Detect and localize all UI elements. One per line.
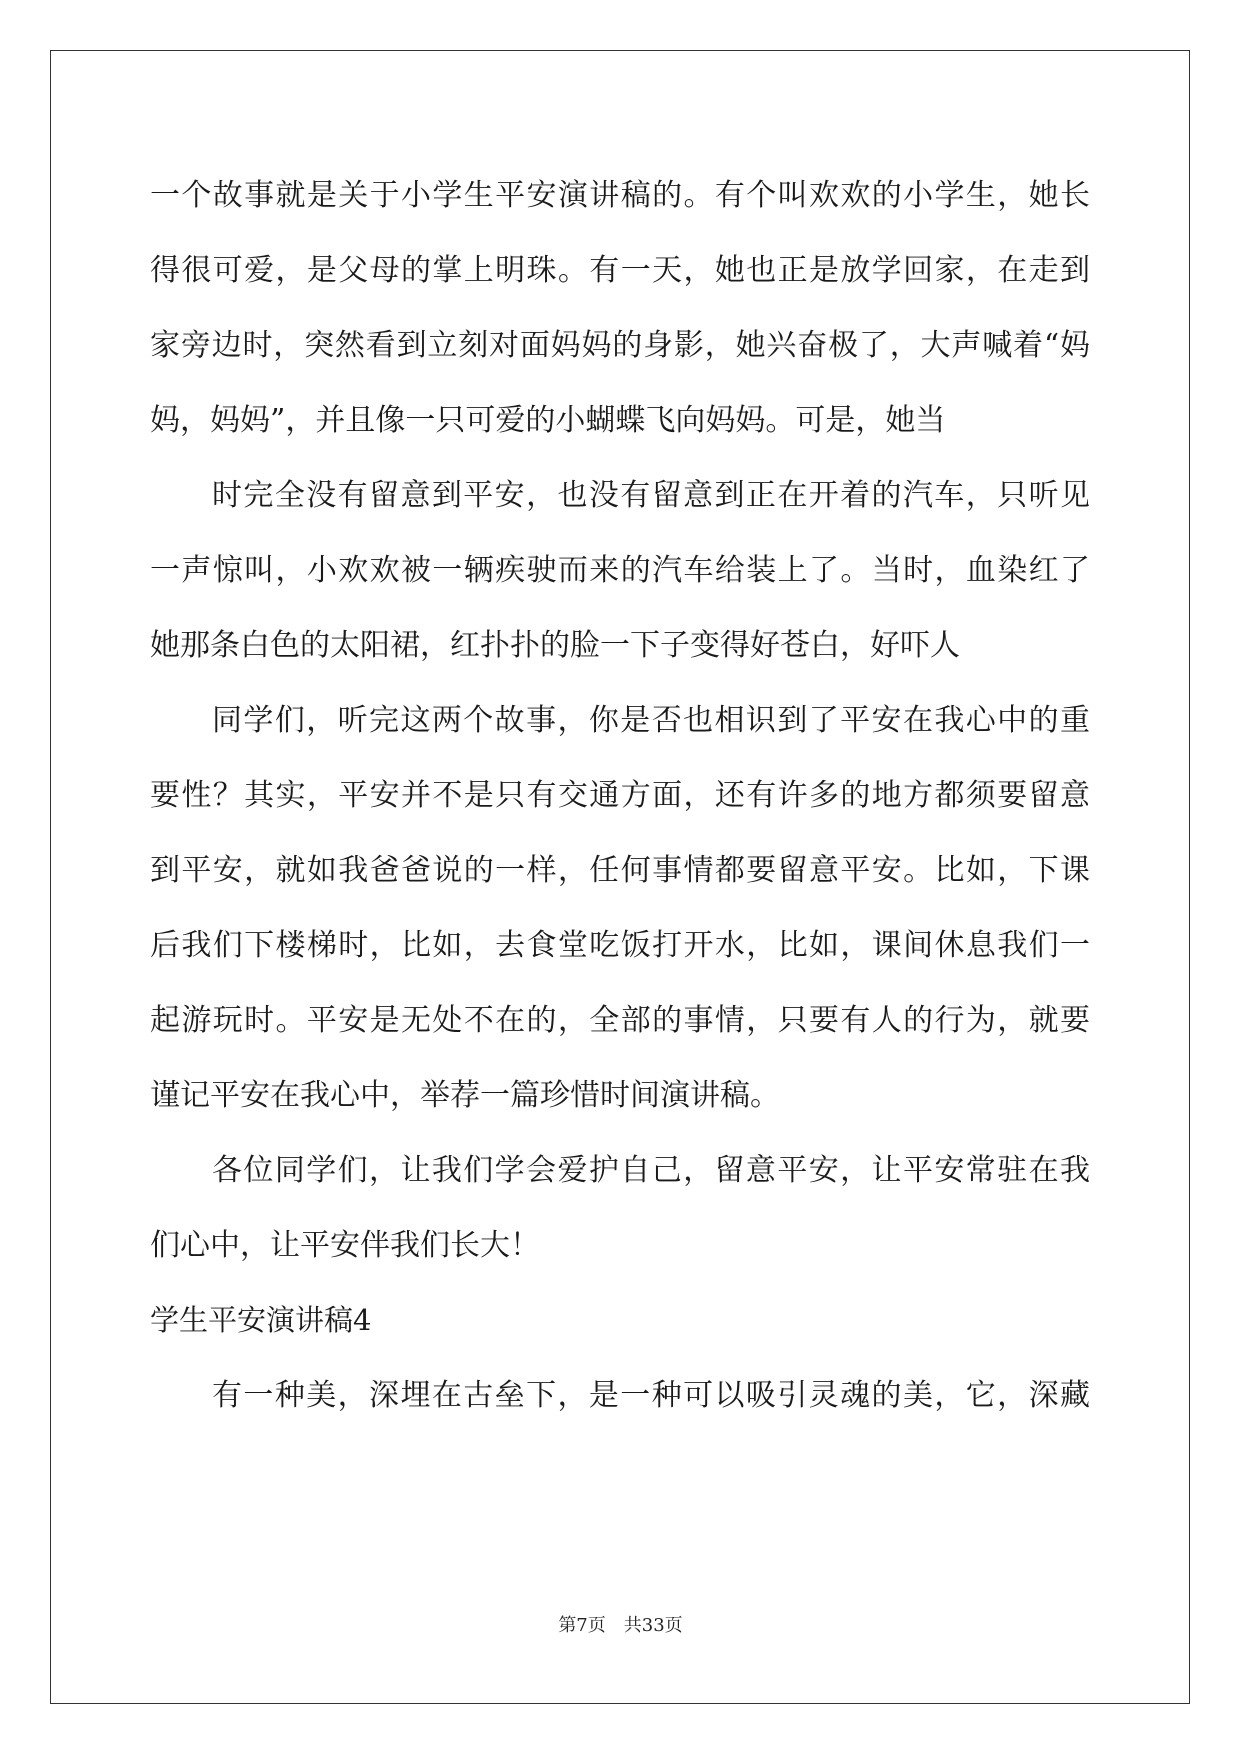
- section-heading: 学生平安演讲稿4: [150, 1303, 372, 1337]
- paragraph-first-line: 时完全没有留意到平安，也没有留意到正在开着的汽车，只听见: [212, 478, 1090, 513]
- text-line: 得很可爱，是父母的掌上明珠。有一天，她也正是放学回家，在走到: [150, 253, 1090, 288]
- text-line: 她那条白色的太阳裙，红扑扑的脸一下子变得好苍白，好吓人: [150, 628, 960, 663]
- text-line: 谨记平安在我心中，举荐一篇珍惜时间演讲稿。: [150, 1078, 780, 1113]
- text-line: 要性？其实，平安并不是只有交通方面，还有许多的地方都须要留意: [150, 778, 1090, 813]
- text-line: 妈，妈妈”，并且像一只可爱的小蝴蝶飞向妈妈。可是，她当: [150, 403, 946, 438]
- text-line: 到平安，就如我爸爸说的一样，任何事情都要留意平安。比如，下课: [150, 853, 1090, 888]
- paragraph-first-line: 各位同学们，让我们学会爱护自己，留意平安，让平安常驻在我: [212, 1153, 1090, 1188]
- document-body: [150, 158, 1090, 1433]
- text-line: 一个故事就是关于小学生平安演讲稿的。有个叫欢欢的小学生，她长: [150, 178, 1090, 213]
- text-line: 家旁边时，突然看到立刻对面妈妈的身影，她兴奋极了，大声喊着“妈: [150, 328, 1090, 363]
- paragraph-first-line: 有一种美，深埋在古垒下，是一种可以吸引灵魂的美，它，深藏: [212, 1378, 1090, 1413]
- paragraph-first-line: 同学们，听完这两个故事，你是否也相识到了平安在我心中的重: [212, 703, 1090, 738]
- text-line: 后我们下楼梯时，比如，去食堂吃饭打开水，比如，课间休息我们一: [150, 928, 1090, 963]
- text-line: 们心中，让平安伴我们长大！: [150, 1228, 540, 1263]
- page-number-footer: 第7页 共33页: [558, 1615, 683, 1636]
- text-line: 起游玩时。平安是无处不在的，全部的事情，只要有人的行为，就要: [150, 1003, 1090, 1038]
- text-line: 一声惊叫，小欢欢被一辆疾驶而来的汽车给装上了。当时，血染红了: [150, 553, 1090, 588]
